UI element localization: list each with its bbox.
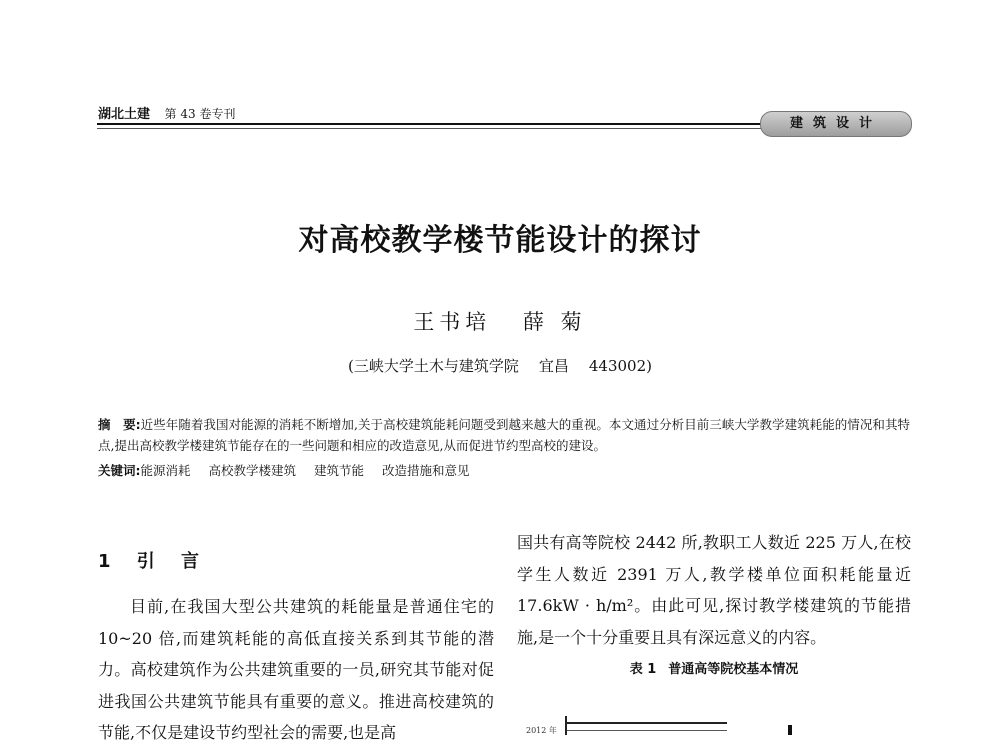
- authors: [0, 306, 1000, 336]
- table-number: 表 1: [629, 662, 657, 677]
- affiliation-zip: 443002): [588, 357, 652, 375]
- affiliation-org: (三峡大学土木与建筑学院: [348, 357, 519, 375]
- abstract: [98, 414, 910, 456]
- table-rule: [567, 730, 727, 731]
- section-heading: 1 引 言: [98, 551, 210, 572]
- author-2: 薛 菊: [523, 310, 587, 334]
- keyword-1: 能源消耗: [140, 463, 191, 478]
- table-row-year: 2012 年: [526, 726, 557, 735]
- table-rule-top: [567, 722, 727, 724]
- journal-name: 湖北土建: [98, 107, 151, 122]
- section-tag: 建筑设计: [760, 111, 912, 137]
- journal-volume: 第 43 卷专刊: [164, 107, 236, 121]
- body-text-left: 目前,在我国大型公共建筑的耗能量是普通住宅的 10~20 倍,而建筑耗能的高低直接关系到其节能的潜力。高校建筑作为公共建筑重要的一员,研究其节能对促进我国公共建筑节能具有重要的意义。推进高校建筑的节能,不仅是建设节约型社会的需要,也是高: [98, 597, 494, 742]
- affiliation: [0, 355, 1000, 376]
- keyword-3: 建筑节能: [314, 463, 365, 478]
- journal-header: [98, 103, 235, 122]
- keywords-label: 关键词:: [98, 463, 141, 478]
- abstract-text: 近些年随着我国对能源的消耗不断增加,关于高校建筑能耗问题受到越来越大的重视。本文通过分析目前三峡大学教学建筑耗能的情况和其特点,提出高校教学楼建筑节能存在的一些问题和相应的改造意见,从而促进节约型高校的建设。: [98, 417, 910, 453]
- table-mark: [788, 725, 792, 735]
- author-1: 王书培: [413, 310, 492, 334]
- abstract-label: 摘 要:: [98, 417, 141, 432]
- body-text-right: 国共有高等院校 2442 所,教职工人数近 225 万人,在校学生人数近 2391 万人,教学楼单位面积耗能量近 17.6kW · h/m²。由此可见,探讨教学楼建筑的节能措施,是一个十分重要且具有深远意义的内容。: [517, 533, 911, 647]
- paper-title: 对高校教学楼节能设计的探讨: [298, 223, 702, 258]
- keyword-4: 改造措施和意见: [382, 463, 470, 478]
- keyword-2: 高校教学楼建筑: [208, 463, 297, 478]
- table-caption: [517, 658, 911, 677]
- table-border: [565, 716, 567, 735]
- affiliation-city: 宜昌: [538, 357, 569, 375]
- keywords: [98, 460, 910, 481]
- table-title: 普通高等院校基本情况: [668, 662, 799, 677]
